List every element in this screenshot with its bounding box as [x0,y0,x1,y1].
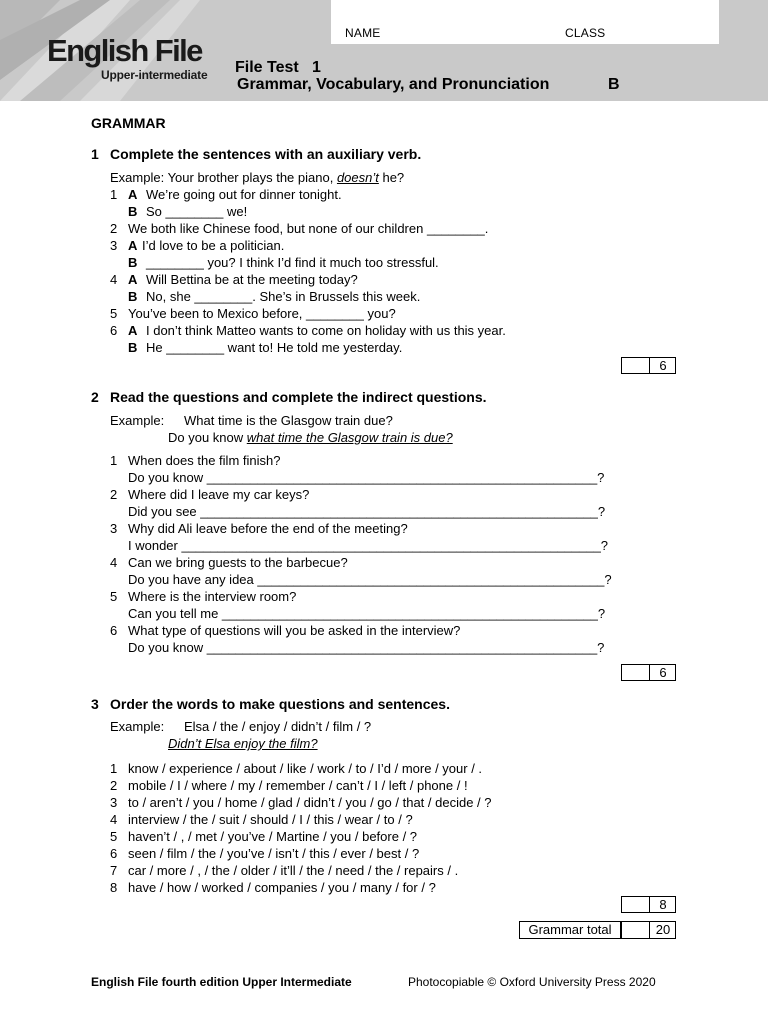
q2-item-number: 1 [110,453,118,468]
q2-item-question: Where is the interview room? [128,589,297,604]
q3-example-answer: Didn’t Elsa enjoy the film? [168,736,318,751]
q3-item-number: 5 [110,829,118,844]
q2-example-label: Example: [110,413,165,428]
logo-subtitle: Upper-intermediate [101,68,208,82]
q1-instruction: Complete the sentences with an auxiliary verb. [110,146,422,162]
q1-item-text: We both like Chinese food, but none of our children ________. [128,221,489,236]
q1-item-number: 2 [110,221,118,236]
q2-item-question: When does the film finish? [128,453,281,468]
q2-example-question: What time is the Glasgow train due? [184,413,393,428]
q3-item-number: 7 [110,863,118,878]
q1-speaker-label: B [128,204,138,219]
score-blank[interactable] [622,897,650,912]
q2-item-answer-line: Do you know ______________________________________________________? [128,640,605,655]
grammar-total-label: Grammar total [519,921,621,939]
q1-speaker-label: A [128,187,138,202]
q2-item-answer-line: Did you see _______________________________________________________? [128,504,606,519]
q3-item-number: 4 [110,812,118,827]
q1-item-text: You’ve been to Mexico before, ________ you? [128,306,396,321]
q1-item-number: 5 [110,306,118,321]
name-label: NAME [345,26,381,40]
q1-example-answer: doesn’t [336,170,379,185]
q1-item-number: 6 [110,323,118,338]
q3-item-number: 3 [110,795,118,810]
q3-example-label: Example: [110,719,165,734]
q2-item-answer-line: Do you have any idea ________________________________________________? [128,572,612,587]
q3-item-words: mobile / I / where / my / remember / can’t / I / left / phone / ! [128,778,468,793]
q2-item-question: Why did Ali leave before the end of the meeting? [128,521,408,536]
q3-item-number: 1 [110,761,118,776]
q1-item-number: 3 [110,238,118,253]
q1-item-number: 4 [110,272,118,287]
q3-score-box [621,896,676,913]
q2-item-number: 4 [110,555,118,570]
score-blank[interactable] [622,358,650,373]
score-blank[interactable] [622,922,650,938]
q1-number: 1 [91,146,99,162]
q2-item-answer-line: I wonder __________________________________________________________? [128,538,609,553]
q1-speaker-label: B [128,289,138,304]
q1-item-text: No, she ________. She’s in Brussels this week. [146,289,421,304]
footer-edition: English File fourth edition Upper Intermediate [91,975,352,989]
q2-item-question: What type of questions will you be asked in the interview? [128,623,461,638]
class-label: CLASS [565,26,606,40]
score-blank[interactable] [622,665,650,680]
q3-item-words: to / aren’t / you / home / glad / didn’t / you / go / that / decide / ? [128,795,492,810]
logo-title: English File [47,33,202,68]
test-version: B [608,76,620,93]
q2-item-number: 5 [110,589,118,604]
q2-example-answer: what time the Glasgow train is due? [246,430,453,445]
q1-speaker-label: A [128,238,138,253]
footer-copyright: Photocopiable © Oxford University Press 2020 [408,975,656,989]
q2-score-box [621,664,676,681]
q2-item-number: 6 [110,623,118,638]
q3-item-number: 6 [110,846,118,861]
score-max: 8 [659,897,667,912]
q3-item-number: 8 [110,880,118,895]
grammar-total-score-box [621,921,676,939]
q3-item-words: seen / film / the / you’ve / isn’t / this / ever / best / ? [128,846,420,861]
q1-example: Example: Your brother plays the piano, doesn’t he? [110,170,405,185]
q3-item-words: interview / the / suit / should / I / this / wear / to / ? [128,812,413,827]
test-title: File Test 1 [235,59,321,76]
q1-speaker-label: A [128,272,138,287]
q1-item-number: 1 [110,187,118,202]
test-subtitle: Grammar, Vocabulary, and Pronunciation [237,76,550,93]
grammar-total-score: 20 [655,922,671,937]
page-header [0,0,768,101]
score-max: 6 [659,358,667,373]
q2-item-question: Where did I leave my car keys? [128,487,310,502]
q2-item-question: Can we bring guests to the barbecue? [128,555,348,570]
q1-item-text: So ________ we! [146,204,248,219]
q3-item-words: have / how / worked / companies / you / many / for / ? [128,880,436,895]
q3-item-words: haven’t / , / met / you’ve / Martine / you / before / ? [128,829,418,844]
q1-item-text: ________ you? I think I’d find it much too stressful. [146,255,439,270]
q1-item-text: Will Bettina be at the meeting today? [146,272,358,287]
section-heading: GRAMMAR [91,115,166,131]
q1-speaker-label: B [128,255,138,270]
q1-score-box [621,357,676,374]
q3-example-words: Elsa / the / enjoy / didn’t / film / ? [184,719,372,734]
q3-item-number: 2 [110,778,118,793]
q3-number: 3 [91,696,99,712]
q2-number: 2 [91,389,99,405]
q1-speaker-label: A [128,323,138,338]
name-class-box [331,0,719,44]
q2-item-answer-line: Do you know ______________________________________________________? [128,470,605,485]
score-max: 6 [659,665,667,680]
q1-item-text: He ________ want to! He told me yesterday. [146,340,403,355]
q1-speaker-label: B [128,340,138,355]
q2-item-number: 2 [110,487,118,502]
q3-item-words: car / more / , / the / older / it’ll / the / need / the / repairs / . [128,863,459,878]
q1-item-text: I’d love to be a politician. [142,238,285,253]
q2-item-answer-line: Can you tell me ____________________________________________________? [128,606,606,621]
q2-instruction: Read the questions and complete the indirect questions. [110,389,487,405]
q1-item-text: We’re going out for dinner tonight. [146,187,342,202]
q3-instruction: Order the words to make questions and sentences. [110,696,450,712]
q2-example-answer-line: Do you know what time the Glasgow train is due? [168,430,453,445]
q1-item-text: I don’t think Matteo wants to come on holiday with us this year. [146,323,506,338]
q2-item-number: 3 [110,521,118,536]
q3-item-words: know / experience / about / like / work / to / I’d / more / your / . [128,761,483,776]
